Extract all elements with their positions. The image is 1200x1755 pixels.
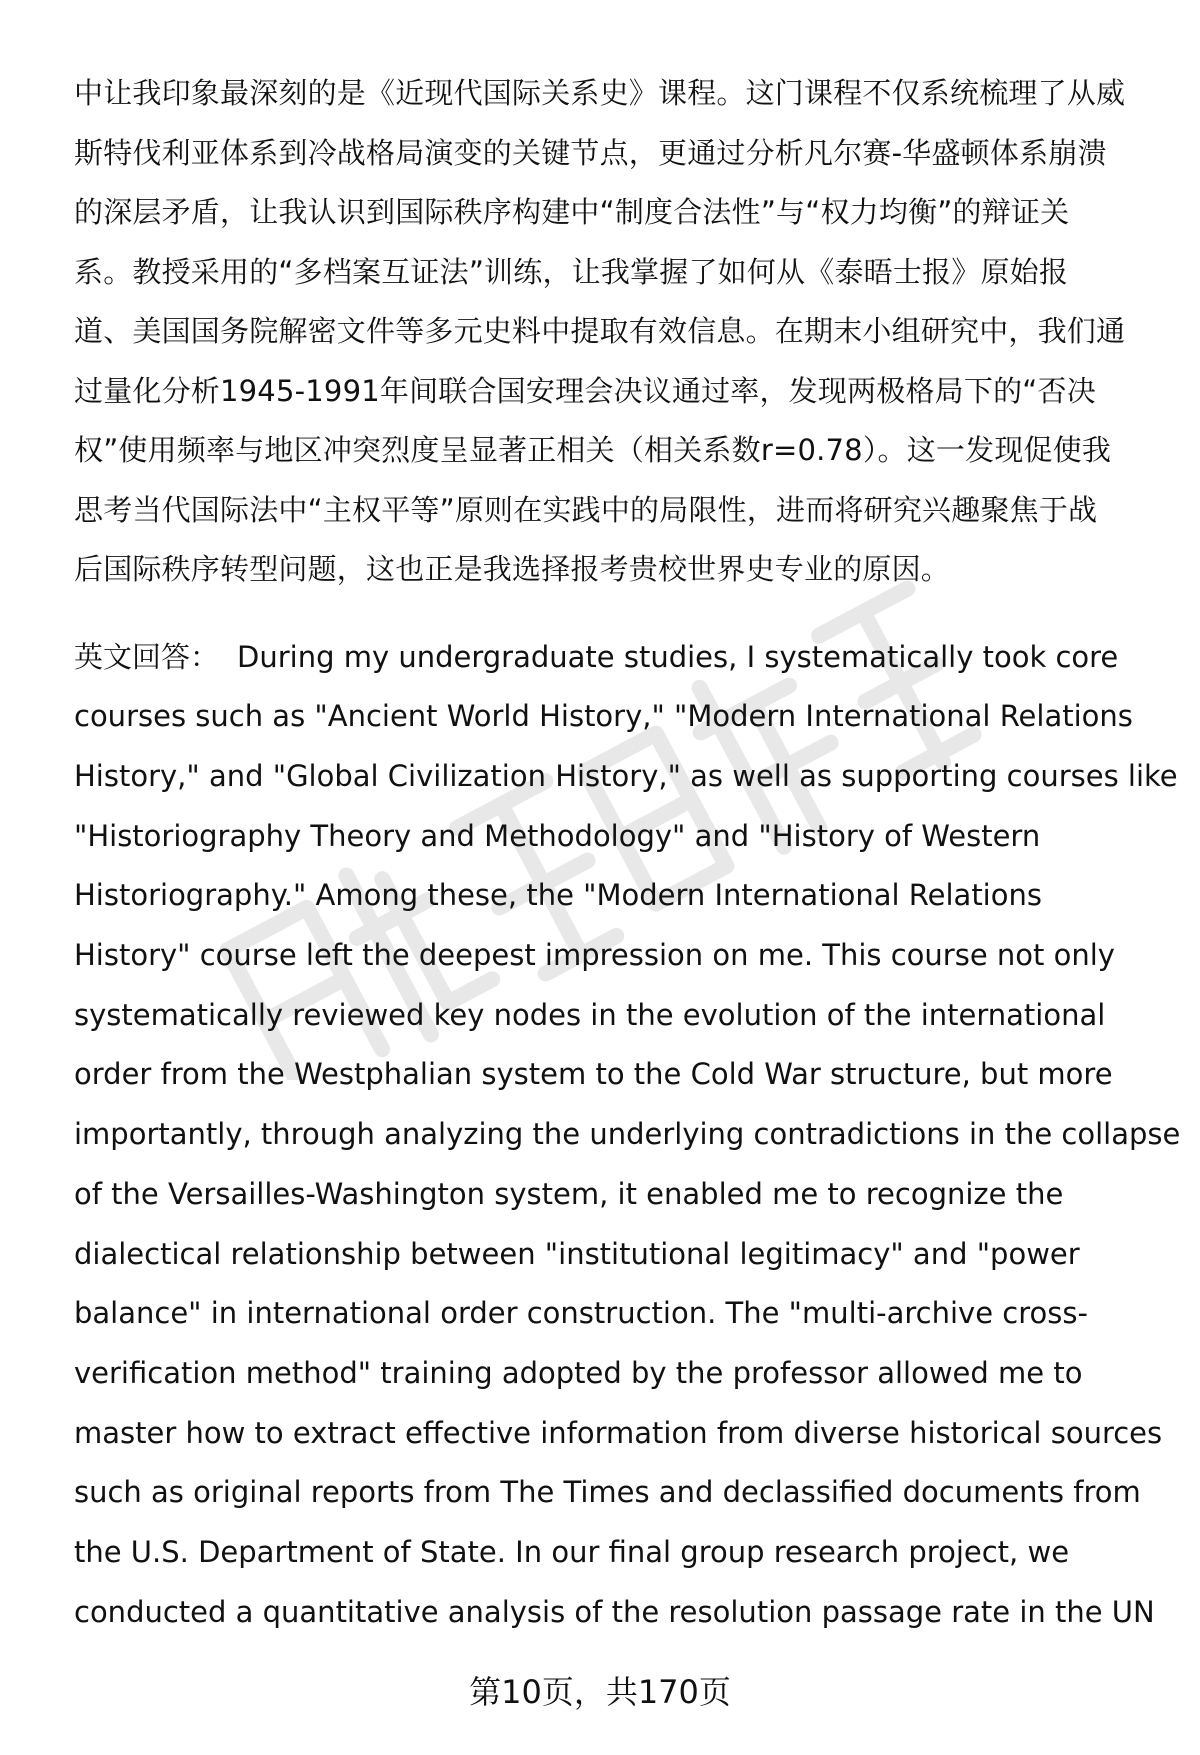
paragraph-line: balance" in international order construction. The "multi-archive cross- [74, 1296, 1088, 1331]
paragraph-line: Historiography." Among these, the "Modern International Relations [74, 878, 1042, 913]
paragraph-line: importantly, through analyzing the underlying contradictions in the collapse [74, 1117, 1181, 1152]
page-number-footer: 第10页，共170页 [469, 1673, 731, 1711]
paragraph-line: 思考当代国际法中“主权平等”原则在实践中的局限性，进而将研究兴趣聚焦于战 [74, 492, 1098, 527]
paragraph-line: 中让我印象最深刻的是《近现代国际关系史》课程。这门课程不仅系统梳理了从威 [74, 76, 1126, 110]
paragraph-line: such as original reports from The Times and declassified documents from [74, 1475, 1141, 1510]
paragraph-line: 系。教授采用的“多档案互证法”训练，让我掌握了如何从《泰晤士报》原始报 [74, 254, 1069, 289]
paragraph-line: 斯特伐利亚体系到冷战格局演变的关键节点，更通过分析凡尔赛-华盛顿体系崩溃 [74, 135, 1107, 170]
paragraph-line: systematically reviewed key nodes in the evolution of the international [74, 997, 1106, 1032]
paragraph-line [74, 628, 1164, 688]
paragraph-line: courses such as "Ancient World History," "Modern International Relations [74, 699, 1133, 734]
answer-label: 英文回答： [74, 639, 220, 674]
paragraph-line: the U.S. Department of State. In our final group research project, we [74, 1535, 1070, 1570]
document-body [74, 64, 1181, 1642]
paragraph-line: 权”使用频率与地区冲突烈度呈显著正相关（相关系数r=0.78）。这一发现促使我 [74, 433, 1112, 467]
paragraph-line: dialectical relationship between "institutional legitimacy" and "power [74, 1236, 1080, 1271]
paragraph-line-text: During my undergraduate studies, I systematically took core [237, 639, 1119, 674]
chinese-paragraph [74, 64, 1164, 600]
paragraph-line: "Historiography Theory and Methodology" and "History of Western [74, 818, 1041, 853]
paragraph-line: of the Versailles-Washington system, it enabled me to recognize the [74, 1176, 1064, 1211]
paragraph-line: 道、美国国务院解密文件等多元史料中提取有效信息。在期末小组研究中，我们通 [74, 314, 1126, 348]
paragraph-line: conducted a quantitative analysis of the resolution passage rate in the UN [74, 1594, 1155, 1629]
paragraph-line: master how to extract effective information from diverse historical sources [74, 1415, 1163, 1450]
paragraph-line: History" course left the deepest impression on me. This course not only [74, 938, 1115, 973]
paragraph-line: History," and "Global Civilization History," as well as supporting courses like [74, 758, 1178, 793]
paragraph-line: order from the Westphalian system to the Cold War structure, but more [74, 1057, 1113, 1092]
paragraph-line: verification method" training adopted by the professor allowed me to [74, 1355, 1083, 1390]
paragraph-line: 的深层矛盾，让我认识到国际秩序构建中“制度合法性”与“权力均衡”的辩证关 [74, 195, 1070, 229]
paragraph-line: 过量化分析1945-1991年间联合国安理会决议通过率，发现两极格局下的“否决 [74, 373, 1096, 408]
english-answer-paragraph [74, 628, 1181, 1643]
paragraph-line: 后国际秩序转型问题，这也正是我选择报考贵校世界史专业的原因。 [74, 552, 951, 586]
